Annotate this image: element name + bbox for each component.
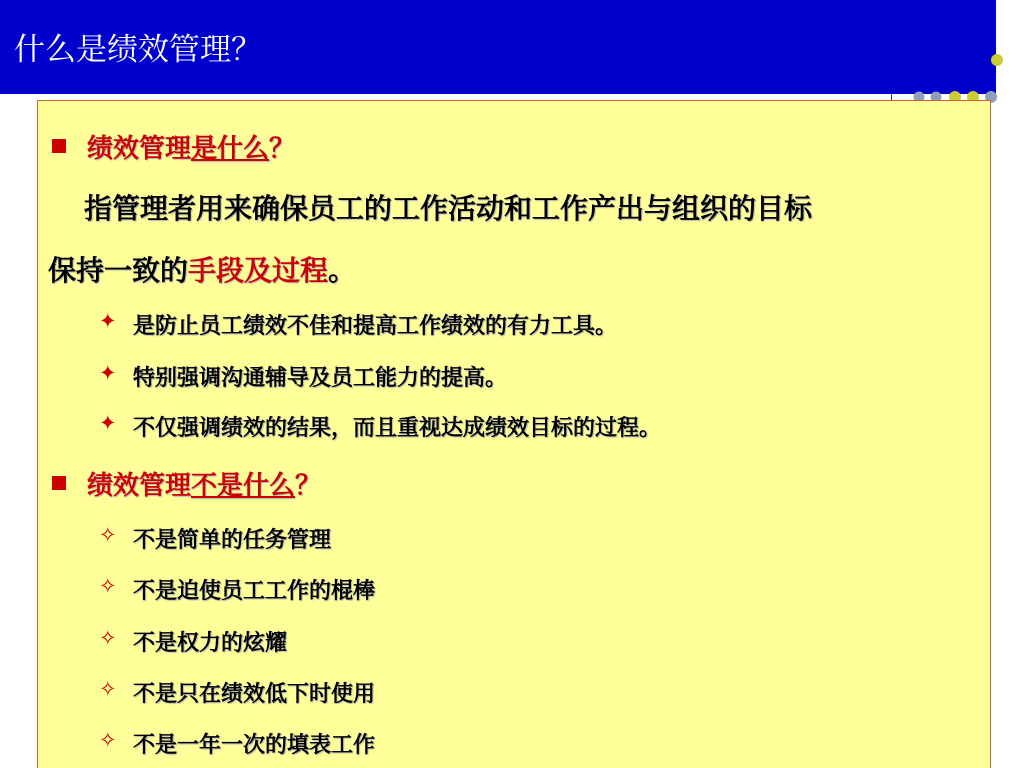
- list-item: 不是只在绩效低下时使用: [133, 681, 376, 707]
- definition-emphasis: 手段及过程: [188, 254, 329, 287]
- outline-star-icon: ✧: [99, 574, 117, 598]
- list-item: 不是一年一次的填表工作: [133, 732, 376, 758]
- filled-star-icon: ✦: [99, 309, 117, 333]
- heading-prefix: 绩效管理: [87, 134, 192, 164]
- definition-text: 保持一致的: [48, 254, 189, 287]
- heading-suffix: ？: [295, 471, 322, 501]
- definition-line-2: [48, 249, 356, 289]
- content-box: [37, 100, 991, 768]
- definition-line-1: 指管理者用来确保员工的工作活动和工作产出与组织的目标: [84, 192, 813, 225]
- list-item: 是防止员工绩效不佳和提高工作绩效的有力工具。: [133, 313, 618, 339]
- outline-star-icon: ✧: [99, 728, 117, 752]
- square-bullet-icon: [52, 476, 66, 490]
- filled-star-icon: ✦: [99, 411, 117, 435]
- heading-prefix: 绩效管理: [87, 471, 192, 501]
- list-item: 不仅强调绩效的结果，而且重视达成绩效目标的过程。: [133, 415, 662, 441]
- heading-emphasis: 是什么: [191, 134, 270, 164]
- outline-star-icon: ✧: [99, 626, 117, 650]
- definition-end: 。: [328, 254, 357, 287]
- filled-star-icon: ✦: [99, 361, 117, 385]
- slide-title: 什么是绩效管理？: [14, 32, 262, 68]
- list-item: 不是迫使员工工作的棍棒: [133, 578, 376, 604]
- outline-star-icon: ✧: [99, 677, 117, 701]
- list-item: 不是权力的炫耀: [133, 630, 288, 656]
- list-item: 不是简单的任务管理: [133, 527, 332, 553]
- square-bullet-icon: [52, 139, 66, 153]
- title-bar: [0, 0, 996, 94]
- heading-what-is-not: [87, 465, 321, 502]
- heading-what-is: [87, 128, 295, 165]
- outline-star-icon: ✧: [99, 523, 117, 547]
- heading-emphasis: 不是什么: [191, 471, 296, 501]
- heading-suffix: ？: [269, 134, 296, 164]
- list-item: 特别强调沟通辅导及员工能力的提高。: [133, 365, 508, 391]
